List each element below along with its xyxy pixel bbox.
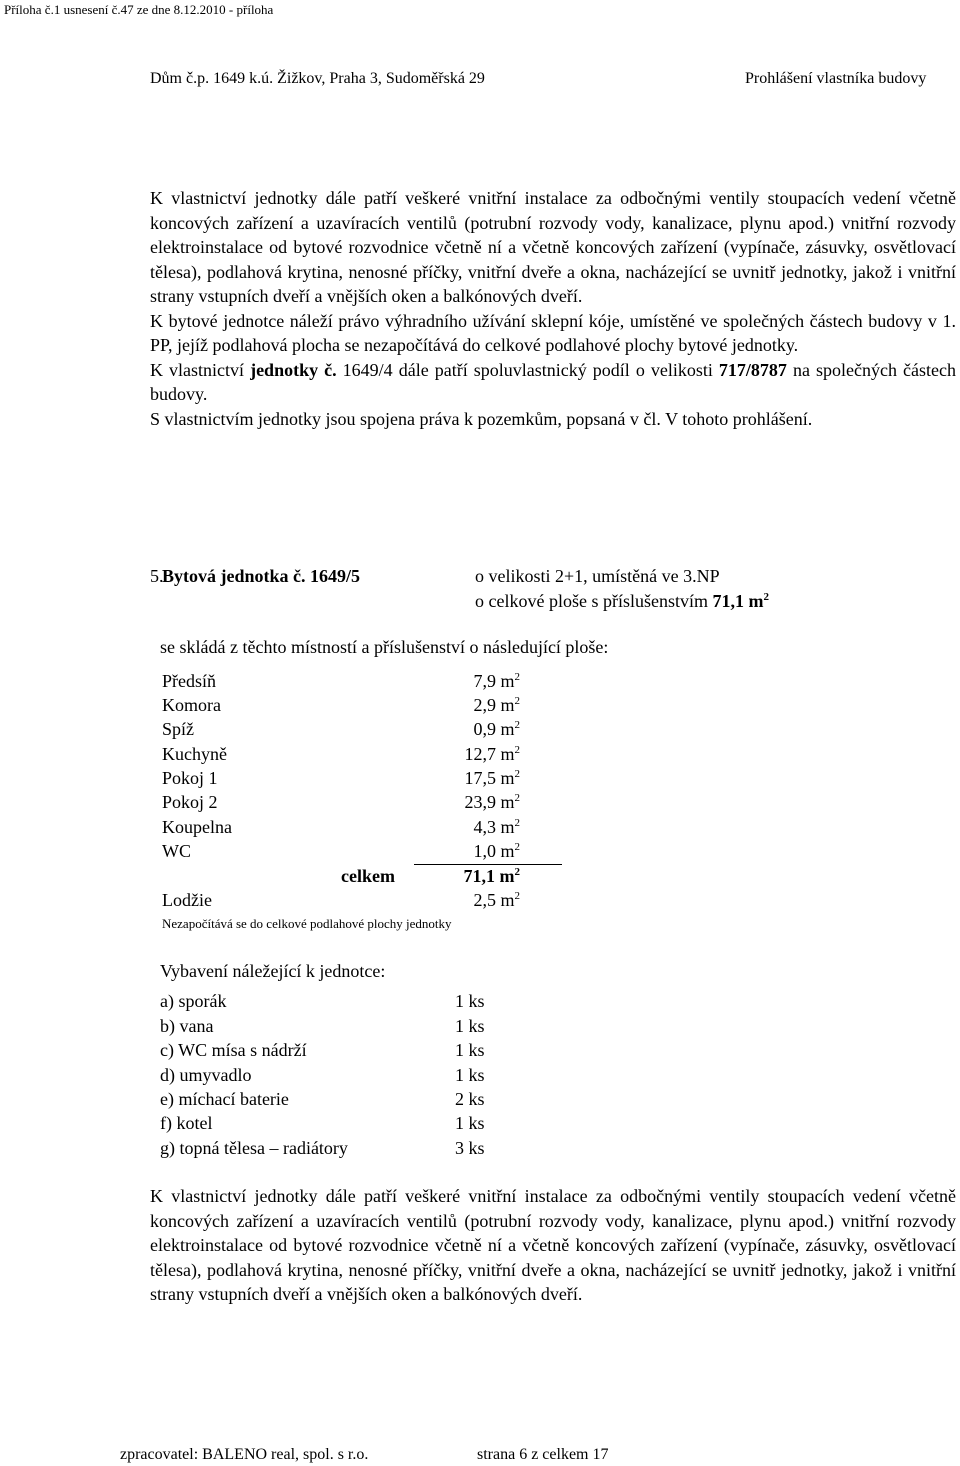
room-name: Kuchyně (162, 744, 227, 764)
equipment-qty: 1 ks (455, 1040, 485, 1060)
footer-author: zpracovatel: BALENO real, spol. s r.o. (120, 1446, 369, 1463)
room-area-value: 7,9 m (473, 671, 515, 691)
room-area (464, 744, 520, 765)
equipment-item: b) vana (160, 1016, 214, 1036)
room-area-value: 1,0 m (473, 841, 515, 861)
room-area-exp: 2 (514, 768, 520, 780)
unit-id: 1649/5 (310, 566, 361, 586)
loggia-note: Nezapočítává se do celkové podlahové plochy jednotky (162, 916, 452, 931)
equipment-qty: 2 ks (455, 1089, 485, 1109)
equipment-item: e) míchací baterie (160, 1089, 289, 1109)
total-area-exp: 2 (514, 866, 520, 878)
room-area-value: 12,7 m (464, 744, 515, 764)
room-area-value: 0,9 m (473, 719, 515, 739)
total-area-value: 71,1 m (463, 866, 515, 886)
room-area-exp: 2 (514, 841, 520, 853)
rights-paragraph: S vlastnictvím jednotky jsou spojena práva k pozemkům, popsaná v čl. V tohoto prohlášení. (150, 408, 813, 429)
room-name: Koupelna (162, 817, 232, 837)
share-fraction: 717/8787 (718, 359, 787, 380)
loggia-area-exp: 2 (514, 890, 520, 902)
share-unit-label: jednotky č. (250, 359, 337, 380)
room-area-exp: 2 (514, 792, 520, 804)
room-area-exp: 2 (514, 719, 520, 731)
rooms-intro: se skládá z těchto místností a příslušenství o následující ploše: (160, 637, 609, 657)
room-area-value: 23,9 m (464, 792, 515, 812)
room-area (473, 719, 520, 740)
room-area-exp: 2 (514, 817, 520, 829)
share-prefix: K vlastnictví (150, 359, 251, 380)
unit-title (162, 566, 360, 587)
room-area (473, 671, 520, 692)
cellar-paragraph: K bytové jednotce náleží právo výhradního užívání sklepní kóje, umístěné ve společných částech budovy v 1. PP, jejíž podlahová plocha se nezapočítává do celkové podlahové plochy bytové jednotky. (150, 310, 956, 355)
share-middle: 1649/4 dále patří spoluvlastnický podíl o velikosti (336, 359, 719, 380)
unit-area-exp: 2 (763, 591, 769, 603)
installations-paragraph: K vlastnictví jednotky dále patří veškeré vnitřní instalace za odbočnými ventily stoupacích vedení včetně koncových zařízení a uzavíracích ventilů (potrubní rozvody vody, kanalizace, plynu apod.) vnitřní rozvody elektroinstalace od bytové rozvodnice včetně ní a včetně koncových zařízení (vypínače, zásuvky, osvětlovací tělesa), podlahová krytina, nenosné příčky, vnitřní dveře a okna, nacházející se uvnitř jednotky, jakož i vnitřní strany vstupních dveří a vnějších oken a balkónových dveří. (150, 188, 956, 306)
room-area (473, 695, 520, 716)
room-area-value: 17,5 m (464, 768, 515, 788)
unit-area-value: 71,1 m (712, 591, 764, 611)
footer-page-number: strana 6 z celkem 17 (477, 1446, 609, 1463)
top-note: Příloha č.1 usnesení č.47 ze dne 8.12.2010 - příloha (4, 2, 274, 17)
total-area (464, 866, 521, 887)
unit5-installations-paragraph: K vlastnictví jednotky dále patří veškeré vnitřní instalace za odbočnými ventily stoupacích vedení včetně koncových zařízení a uzavíracích ventilů (potrubní rozvody vody, kanalizace, plynu apod.) vnitřní rozvody elektroinstalace od bytové rozvodnice včetně ní a včetně koncových zařízení (vypínače, zásuvky, osvětlovací tělesa), podlahová krytina, nenosné příčky, vnitřní dveře a okna, nacházející se uvnitř jednotky, jakož i vnitřní strany vstupních dveří a vnějších oken a balkónových dveří. (150, 1186, 956, 1304)
equipment-qty: 1 ks (455, 991, 485, 1011)
room-area-value: 2,9 m (473, 695, 515, 715)
unit5-section (150, 1184, 956, 1307)
equipment-item: a) sporák (160, 991, 227, 1011)
section1 (150, 186, 956, 431)
room-area (464, 768, 520, 789)
equipment-qty: 1 ks (455, 1016, 485, 1036)
room-name: Předsíň (162, 671, 216, 691)
equipment-item: c) WC mísa s nádrží (160, 1040, 307, 1060)
loggia-name: Lodžie (162, 890, 212, 910)
equipment-item: d) umyvadlo (160, 1065, 252, 1085)
unit-area-text: o celkové ploše s příslušenstvím (475, 591, 708, 611)
equipment-item: f) kotel (160, 1113, 213, 1133)
room-area (473, 841, 520, 862)
room-name: Spíž (162, 719, 195, 739)
room-area-exp: 2 (514, 671, 520, 683)
equipment-qty: 3 ks (455, 1138, 485, 1158)
header-doc-title: Prohlášení vlastníka budovy (745, 70, 927, 87)
total-rule (414, 864, 562, 865)
room-area (464, 792, 520, 813)
room-name: Komora (162, 695, 221, 715)
equipment-item: g) topná tělesa – radiátory (160, 1138, 348, 1158)
room-name: Pokoj 2 (162, 792, 218, 812)
unit-location: o velikosti 2+1, umístěná ve 3.NP (475, 566, 720, 586)
header-address: Dům č.p. 1649 k.ú. Žižkov, Praha 3, Sudoměřská 29 (150, 70, 485, 87)
room-name: Pokoj 1 (162, 768, 218, 788)
equipment-qty: 1 ks (455, 1113, 485, 1133)
share-suffix: na společných částech budovy. (150, 359, 956, 404)
unit-area (475, 591, 769, 612)
loggia-area (473, 890, 520, 911)
total-label: celkem (341, 866, 395, 886)
room-name: WC (162, 841, 191, 861)
unit-title-label: Bytová jednotka č. (162, 566, 306, 586)
equipment-qty: 1 ks (455, 1065, 485, 1085)
share-paragraph (150, 358, 956, 407)
unit-number: 5. (150, 566, 164, 586)
room-area (473, 817, 520, 838)
equipment-intro: Vybavení náležející k jednotce: (160, 961, 386, 981)
room-area-exp: 2 (514, 744, 520, 756)
room-area-exp: 2 (514, 695, 520, 707)
room-area-value: 4,3 m (473, 817, 515, 837)
loggia-area-value: 2,5 m (473, 890, 515, 910)
